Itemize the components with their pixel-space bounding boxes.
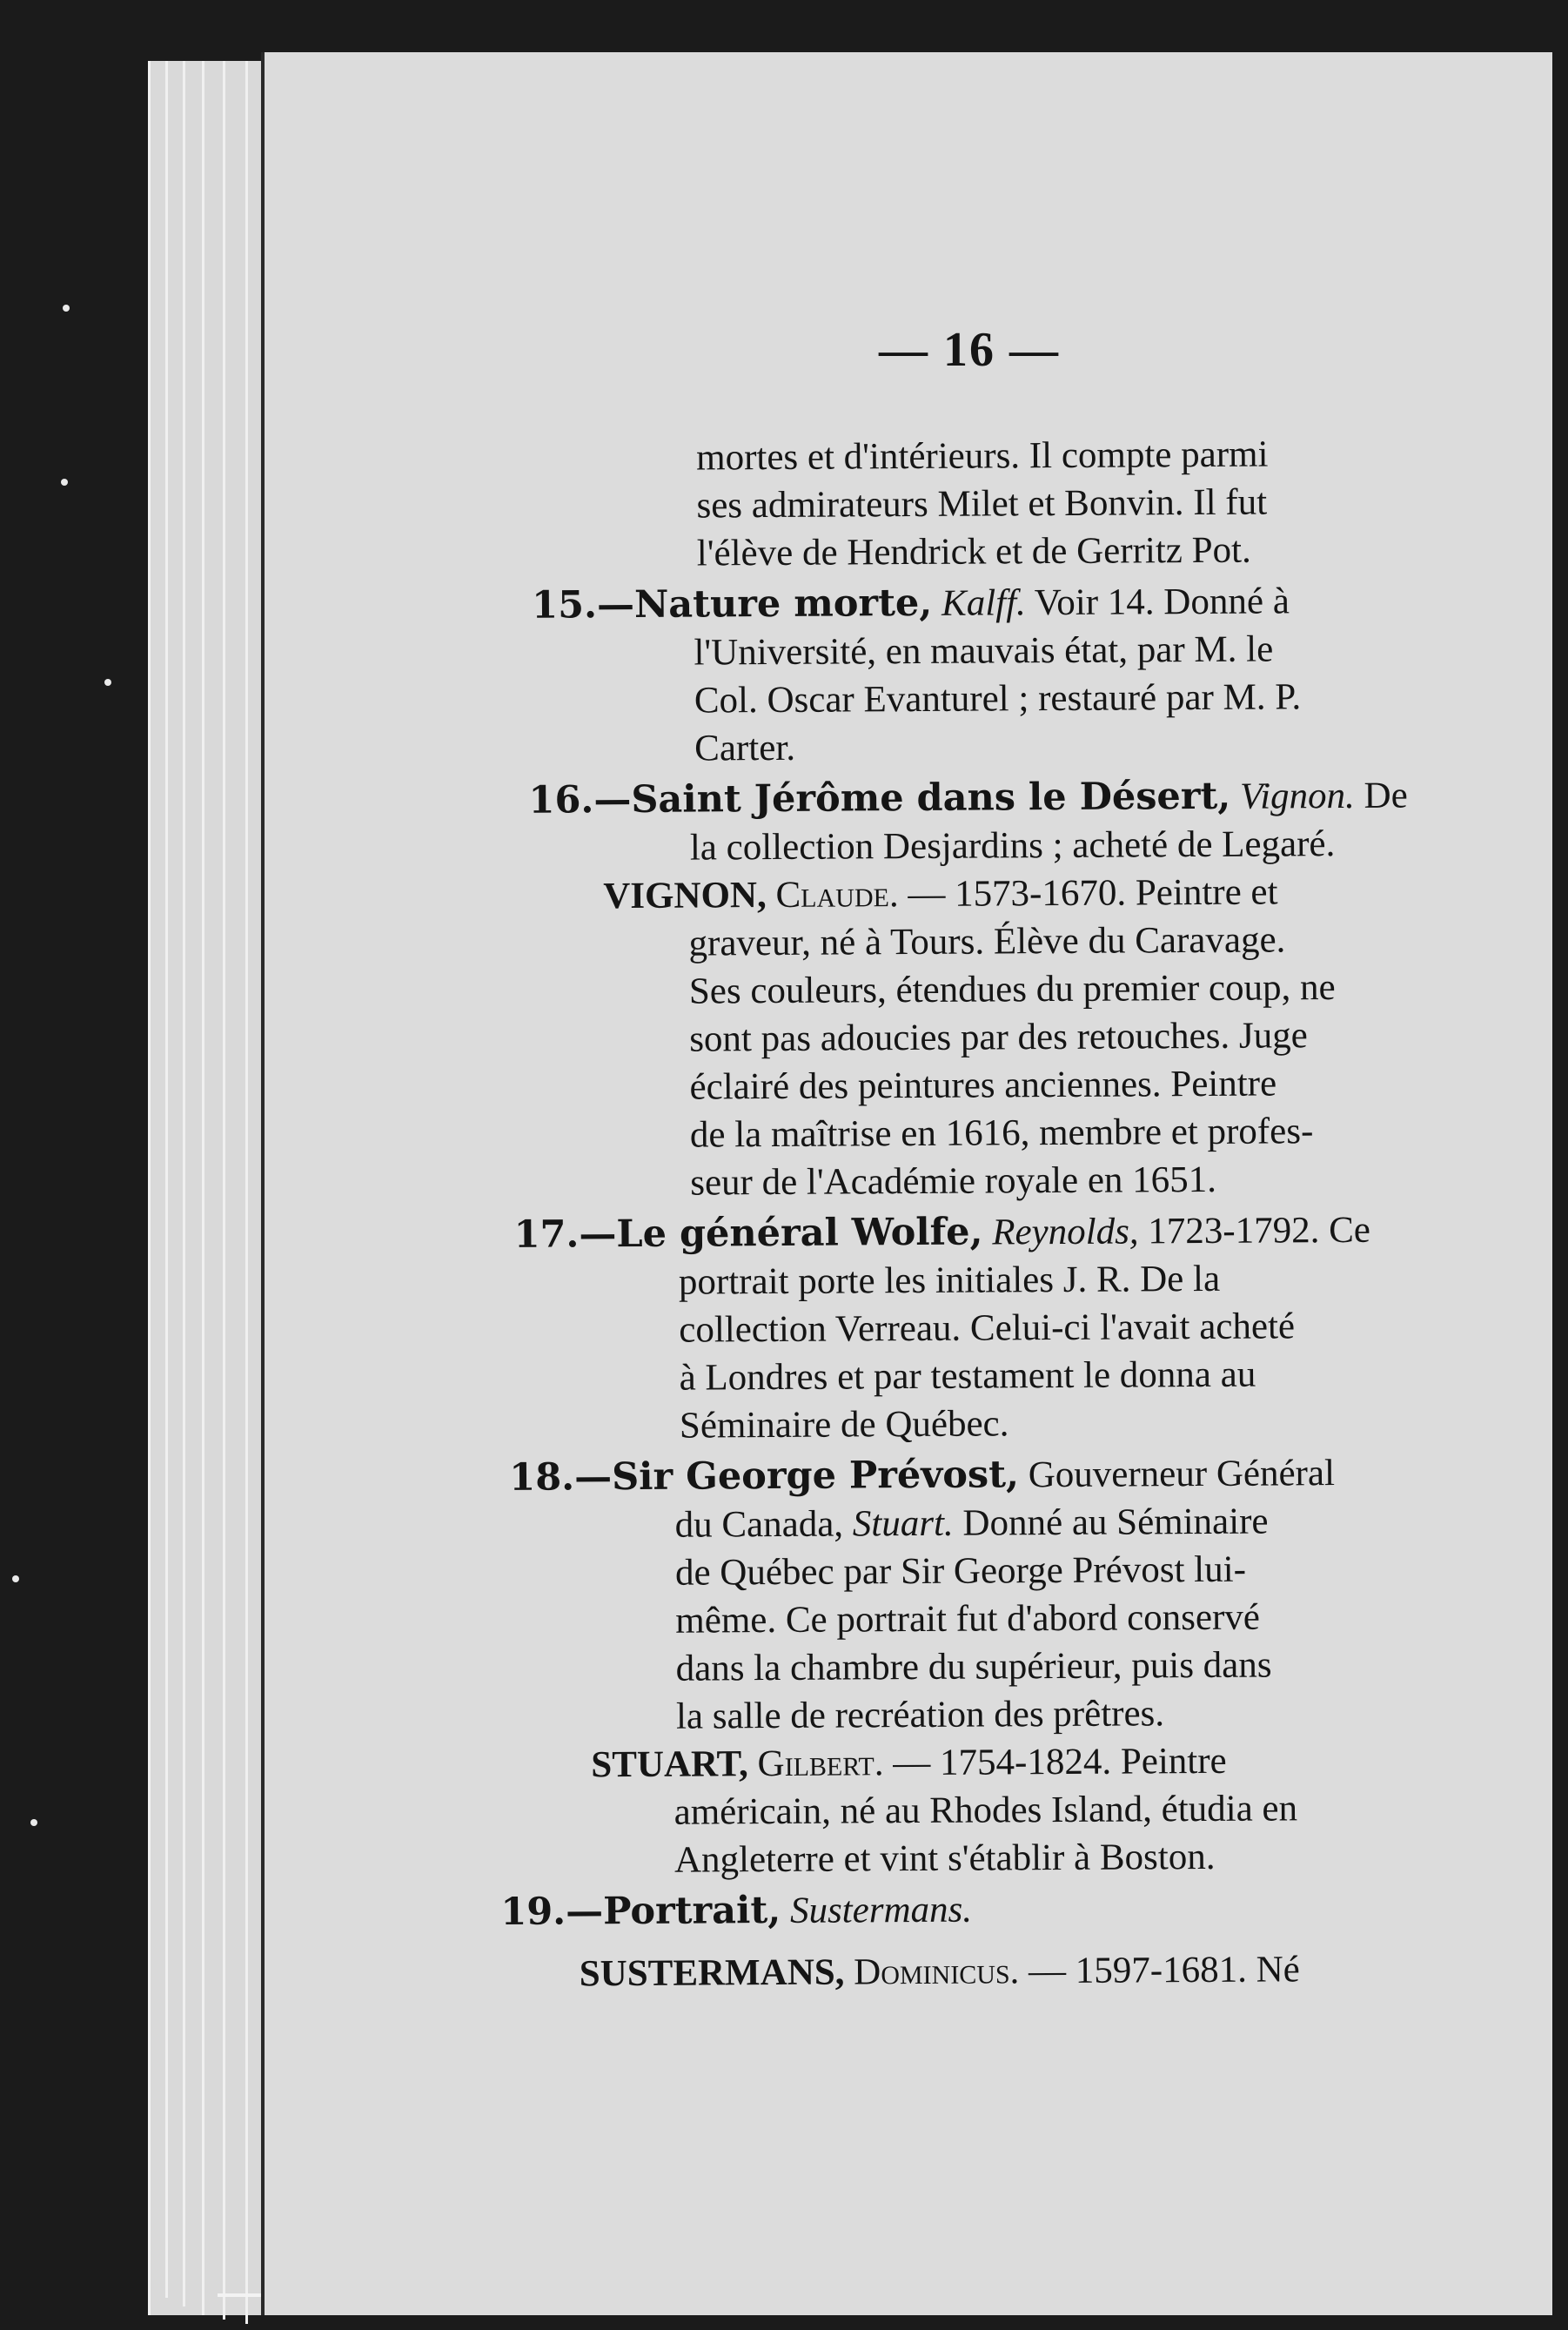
artist-surname: VIGNON, — [603, 875, 767, 917]
entry-first-line — [500, 1883, 1444, 1937]
artist-bio-text: — 1597-1681. Né — [1028, 1949, 1300, 1992]
entry-line: de Québec par Sir George Prévost lui- — [674, 1548, 1247, 1594]
artist-bio-line: graveur, né à Tours. Élève du Caravage. — [688, 919, 1286, 964]
artist-bio-line: éclairé des peintures anciennes. Peintre — [689, 1063, 1277, 1108]
entry-artist: Sustermans. — [789, 1889, 973, 1931]
scan-speck — [61, 479, 68, 486]
entry-number: 19.— — [500, 1890, 604, 1934]
page-edge — [245, 61, 248, 2324]
entry-line: portrait porte les initiales J. R. De la — [678, 1258, 1221, 1303]
scan-speck — [12, 1575, 19, 1582]
scan-speck — [63, 305, 70, 312]
page-edge — [223, 61, 225, 2320]
entry-text: Gouverneur Général — [1028, 1453, 1336, 1496]
artist-given-name: Dominicus. — [854, 1951, 1020, 1993]
entry-text: Voir 14. Donné à — [1034, 581, 1290, 624]
page-edge — [202, 61, 204, 2315]
entry-title: Portrait, — [603, 1888, 781, 1934]
entry-first-line — [532, 576, 1437, 629]
catalog-entry — [489, 771, 1440, 1208]
catalog-entry — [496, 1883, 1445, 1998]
entry-line: Col. Oscar Evanturel ; restauré par M. P. — [694, 676, 1302, 722]
artist-bio-text: — 1754-1824. Peintre — [893, 1740, 1227, 1784]
entry-text: Donné au Séminaire — [962, 1501, 1269, 1544]
entry-number: 15.— — [532, 582, 635, 628]
scan-speck — [30, 1819, 37, 1826]
page-edge — [183, 61, 185, 2306]
entry-text: 1723-1792. Ce — [1148, 1209, 1371, 1252]
page-number: — 16 — — [879, 323, 1060, 377]
entry-line: Carter. — [694, 727, 796, 769]
catalog-text — [487, 429, 1445, 1998]
entry-number: 18.— — [509, 1455, 613, 1500]
entry-line: dans la chambre du supérieur, puis dans — [675, 1644, 1272, 1689]
page-edge — [165, 61, 168, 2298]
artist-given-name: Gilbert. — [757, 1742, 884, 1785]
artist-bio-line: Ses couleurs, étendues du premier coup, ne — [688, 967, 1336, 1012]
artist-surname: SUSTERMANS, — [579, 1951, 845, 1995]
catalog-entry — [488, 576, 1437, 774]
artist-bio-line: américain, né au Rhodes Island, étudia en — [673, 1788, 1298, 1833]
entry-text: du Canada, — [674, 1503, 844, 1546]
artist-bio-line: de la maîtrise en 1616, membre et profes- — [689, 1111, 1314, 1156]
entry-line: Séminaire de Québec. — [679, 1403, 1009, 1447]
entry-line: à Londres et par testament le donna au — [679, 1353, 1256, 1399]
entry-title: Le général Wolfe, — [616, 1210, 983, 1257]
artist-bio-line: seur de l'Académie royale en 1651. — [690, 1158, 1217, 1204]
artist-bio-text: — 1573-1670. Peintre et — [908, 871, 1278, 916]
entry-first-line — [513, 1205, 1440, 1259]
entry-number: 17.— — [513, 1212, 617, 1257]
entry-line — [674, 1496, 1442, 1548]
entry-line: l'Université, en mauvais état, par M. le — [694, 628, 1274, 674]
artist-bio-line: sont pas adoucies par des retouches. Juge — [689, 1015, 1308, 1060]
entry-artist: Stuart. — [852, 1502, 954, 1545]
artist-surname: STUART, — [591, 1743, 748, 1786]
intro-line: l'élève de Hendrick et de Gerritz Pot. — [696, 529, 1251, 574]
catalog-entry — [492, 1205, 1442, 1451]
entry-title: Saint Jérôme dans le Désert, — [631, 774, 1231, 822]
artist-bio-first-line — [603, 867, 1438, 920]
entry-title: Sir George Prévost, — [611, 1453, 1020, 1500]
entry-line: collection Verreau. Celui-ci l'avait acheté — [679, 1306, 1296, 1351]
entry-title: Nature morte, — [633, 581, 933, 627]
entry-number: 16.— — [528, 777, 632, 823]
entry-first-line — [509, 1448, 1442, 1502]
entry-first-line — [528, 771, 1437, 824]
artist-bio-line: Angleterre et vint s'établir à Boston. — [673, 1836, 1216, 1881]
entry-line: même. Ce portrait fut d'abord conservé — [675, 1596, 1261, 1642]
entry-text: De — [1364, 775, 1408, 816]
entry-line: la collection Desjardins ; acheté de Legaré. — [689, 823, 1336, 869]
intro-line: ses admirateurs Milet et Bonvin. Il fut — [696, 481, 1268, 527]
catalog-entry — [493, 1448, 1444, 1885]
intro-line: mortes et d'intérieurs. Il compte parmi — [696, 433, 1269, 479]
artist-bio-first-line — [591, 1736, 1444, 1789]
entry-artist: Kalff. — [941, 582, 1026, 624]
artist-given-name: Claude. — [775, 874, 899, 916]
entry-artist: Vignon. — [1239, 775, 1355, 817]
scan-speck — [104, 679, 111, 686]
entry-artist: Reynolds, — [992, 1211, 1139, 1253]
artist-bio-first-line — [580, 1944, 1445, 1998]
entry-line: la salle de recréation des prêtres. — [675, 1693, 1165, 1737]
